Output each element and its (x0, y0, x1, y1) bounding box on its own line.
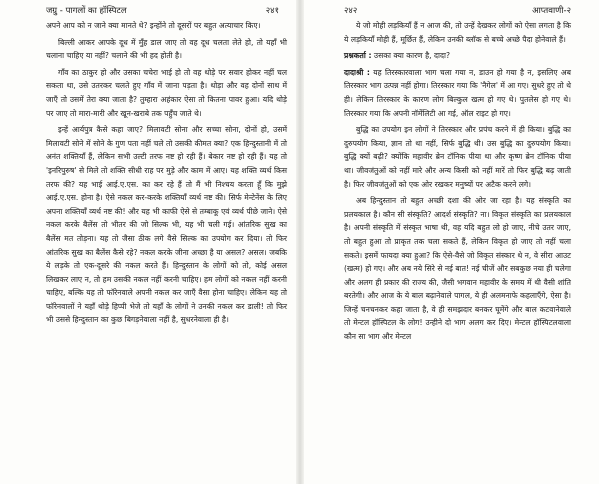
dialog-text: यह तिरस्कारवाला भाग चला गया न, डाउन हो गया है न, इसलिए अब तिरस्कार भाग उत्पन्न नहीं होगा। तिरस्कार गया कि 'नैगेल' में आ गए। सुधरे हुए तो थे ही। लेकिन तिरस्कार के कारण लोग बिल्कुल खत्म हो गए थे। पुतलेस हो गए थे। तिरस्कार गया कि अपनी नॉर्मेलिटी आ गई, ऑल राइट हो गए। (344, 67, 571, 118)
right-page-body (306, 14, 599, 344)
right-page-number: २४२ (344, 6, 358, 16)
dialog-line (344, 49, 571, 63)
left-page-number: २४१ (265, 6, 279, 16)
left-running-head (6, 0, 299, 14)
right-running-head (306, 0, 599, 14)
left-page (6, 0, 299, 484)
paragraph: गाँव का ठाकुर हो और उसका चचेरा भाई हो तो वह थोड़े पर सवार होकर नहीं चल सकता था, उसे उतरकर चलते हुए गाँव में जाना पड़ता है। थोड़ा और वह दोनों साथ में जाएँ तो उसमें तेरा क्या जाता है? तुम्हारा अहंकार ऐसा तो कितना पावर हुआ। यदि थोड़े पर जाए तो मारा-मारी और खून-खराबे तक पहुँच जाते थे। (46, 67, 287, 118)
paragraph: ये जो मोही लड़कियाँ हैं न आज की, तो उन्हें देखकर लोगों को ऐसा लगता है कि ये लड़कियाँ मोही हैं, मूर्छित हैं, लेकिन उनकी ब्लॉक से बच्चे अच्छे पैदा होनेवाले हैं। (344, 21, 571, 44)
paragraph: इन्हें आर्यपुत्र कैसे कहा जाए? मिलावटी सोना और सच्चा सोना, दोनों हो, उसमें मिलावटी सोने में सोने के गुण पता नहीं चले तो उसकी कीमत क्या? एक हिन्दुस्तानी में तो अनंत शक्तियाँ हैं, लेकिन सभी उल्टी तरफ नष्ट हो रही हैं। बेकार नष्ट हो रही हैं। यह तो 'इनरिपुरुष' से मिले तो शक्ति सीधी राह पर मुड़े और काम में आए। यह शक्ति व्यर्थ किस तरफ की? यह भाई आई.ए.एस. का कर रहे हैं तो मैं भी निश्चय करता हूँ कि मुझे आई.ए.एस. होना है। ऐसे नकल कर-करके शक्तियाँ व्यर्थ नष्ट की। सिर्फ मेन्टेनेंस के लिए अपना शक्तियाँ व्यर्थ नष्ट की! और यह भी काफी ऐसे से तम्बाकू एवं व्यर्थ पीछे जाने। ऐसे नकल करके बैलेंस तो भीतर की जो सिल्क भी, यह भी चली गई। आंतरिक सुख का बैलेंस मत तोड़ना। यह तो जैसा ठीक लगे वैसे सिल्क का उपयोग कर दिया। तो फिर आंतरिक सुख का बैलेंस कैसे रहे? नकल करके जीना अच्छा है या असल? असल। जबकि ये लड़के तो एक-दूसरे की नकल करते हैं। हिन्दुस्तान के लोगों को तो, कोई असल लिखकर लाए न, तो हम उसकी नकल नहीं करनी चाहिए। हम लोगों को नकल नहीं करनी चाहिए, बल्कि यह तो फॉरेनवाले अपनी नकल कर जाएँ वैसा होना चाहिए। लेकिन यह तो फॉरेनवालों ने यहाँ थोड़े हिप्पी भेजे तो यहाँ के लोगों ने उनकी नकल कर डाली! तो फिर भी उससे हिन्दुस्तान का कुछ बिगड़नेवाला नहीं है, सुधरनेवाला ही है। (46, 125, 287, 325)
right-page (306, 0, 599, 484)
dialog-text: उसका क्या कारण है, दादा? (373, 51, 450, 61)
left-page-body (6, 14, 299, 327)
paragraph: बुद्धि का उपयोग इन लोगों ने तिरस्कार और प्रपंच करने में ही किया। बुद्धि का दुरुपयोग किया, ज्ञान तो था नहीं, सिर्फ बुद्धि थी। उस बुद्धि का दुरुपयोग किया। बुद्धि क्यों बढ़ी? क्योंकि महावीर ब्रेन टॉनिक पीया था और कृष्ण ब्रेन टॉनिक पीया था। जीवजंतुओं को नहीं मारे और अन्य किसी को नहीं मारें तो फिर बुद्धि बढ़ जाती है। फिर जीवजंतुओं को एक ओर रखकर मनुष्यों पर अटैक करने लगे। (344, 125, 571, 189)
speaker-label: प्रश्नकर्ता : (344, 51, 372, 61)
speaker-label: दादाश्री : (344, 67, 370, 77)
paragraph: अब हिन्दुस्तान तो बहुत अच्छी दशा की ओर जा रहा है। यह संस्कृति का प्रलयकाल है। कौन सी संस्कृति? आदर्श संस्कृति? ना। विकृत संस्कृति का प्रलयकाल है। अपनी संस्कृति में संस्कृत भाषा थी, वह यदि बहुत लो हो जाए, नीचे उतर जाए, तो बहुत हुआ तो प्राकृत तक चला सकते हैं, लेकिन विकृत हो जाए तो नहीं चला सकते। इसमें फायदा क्या हुआ? कि ऐसे-वैसे जो विकृत संस्कार थे न, वे सीरा आउट (खत्म) हो गए। और अब नये सिरे से नई बात! नई चीजें और सबकुछ नया ही चलेगा और अलग ही प्रकार की राज्य की, जैसी भगवान महावीर के समय में थी वैसी शांति बरतेगी। और आज के ये बाल बढ़ानेवाले पागल, ये ही अलमनाफे कहलाएँगे, ऐसा है। जिन्हें चनचनकर कहा जाता है, वे ही समझदार बनकर घूमेंगे और बाल कटवानेवाले तो मेन्टल हॉस्पिटल के लोग! उन्हीने दो भाग अलग कर दिए। मेन्टल हॉस्पिटलवाला कौन सा भाग और मेन्टल (344, 196, 571, 342)
right-header-title: आप्तवाणी-२ (532, 6, 571, 16)
paragraph: अपने आप को न जाने क्या मानते थे? इन्होंने तो दूसरों पर बहुत अत्याचार किए। (46, 21, 261, 30)
left-header-title: जग्रु - पागलों का हॉस्पिटल (46, 6, 127, 16)
paragraph: बिल्ली आकर आपके दूध में मुँह डाल जाए तो वह दूध चलता लेते हो, तो यहाँ भी चलाना चाहिए या नहीं? चलाने की भी हद होती है। (46, 37, 287, 61)
dialog-line (344, 66, 571, 120)
